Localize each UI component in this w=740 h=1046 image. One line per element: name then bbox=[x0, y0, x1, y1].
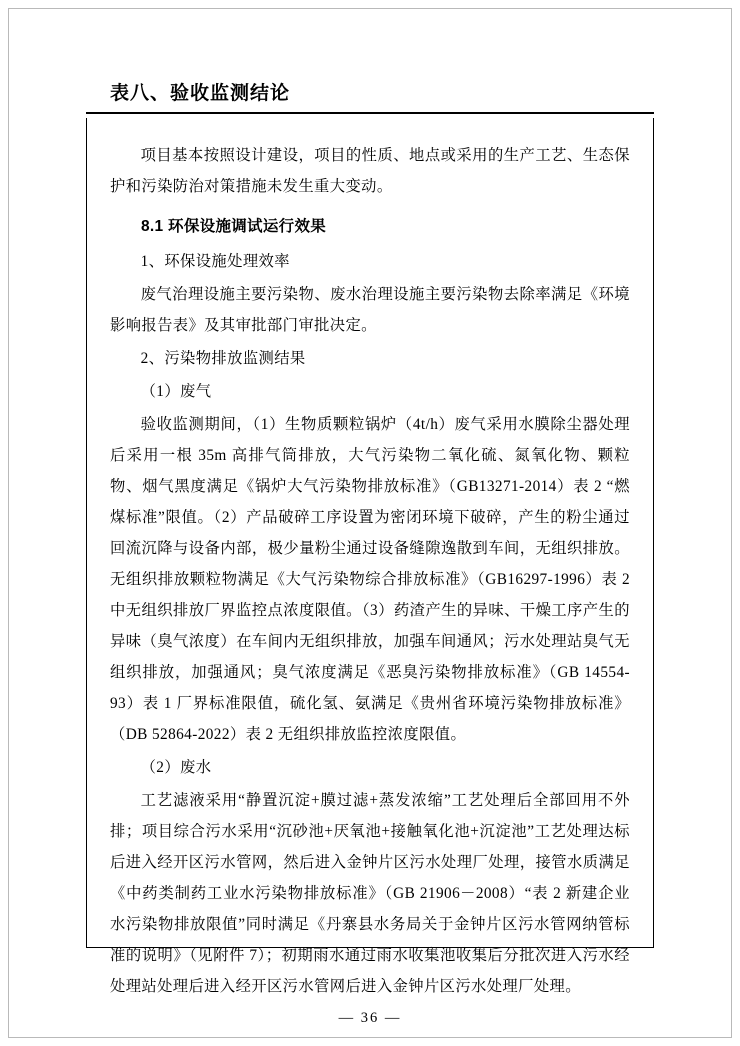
paragraph: 验收监测期间，（1）生物质颗粒锅炉（4t/h）废气采用水膜除尘器处理后采用一根 35m 高排气筒排放，大气污染物二氧化硫、氮氧化物、颗粒物、烟气黑度满足《锅炉大气污染物排放标准》（GB13271-2014）表 2 “燃煤标准”限值。（2）产品破碎工序设置为密闭环境下破碎，产生的粉尘通过回流沉降与设备内部，极少量粉尘通过设备缝隙逸散到车间，无组织排放。无组织排放颗粒物满足《大气污染物综合排放标准》（GB16297-1996）表 2 中无组织排放厂界监控点浓度限值。（3）药渣产生的异味、干燥工序产生的异味（臭气浓度）在车间内无组织排放，加强车间通风；污水处理站臭气无组织排放，加强通风；臭气浓度满足《恶臭污染物排放标准》（GB 14554-93）表 1 厂界标准限值，硫化氢、氨满足《贵州省环境污染物排放标准》（DB 52864-2022）表 2 无组织排放监控浓度限值。 bbox=[110, 416, 630, 743]
paragraph: （1）废气 bbox=[140, 383, 212, 400]
paragraph: 2、污染物排放监测结果 bbox=[140, 350, 306, 367]
section-heading: 8.1 环保设施调试运行效果 bbox=[141, 218, 327, 235]
document-body bbox=[110, 140, 630, 1004]
paragraph: 工艺滤液采用“静置沉淀+膜过滤+蒸发浓缩”工艺处理后全部回用不外排；项目综合污水采用“沉砂池+厌氧池+接触氧化池+沉淀池”工艺处理达标后进入经开区污水管网，然后进入金钟片区污水处理厂处理，接管水质满足《中药类制药工业水污染物排放标准》（GB 21906－2008）“表 2 新建企业水污染物排放限值”同时满足《丹寨县水务局关于金钟片区污水管网纳管标准的说明》（见附件 7）；初期雨水通过雨水收集池收集后分批次进入污水经处理站处理后进入经开区污水管网后进入金钟片区污水处理厂处理。 bbox=[110, 792, 630, 995]
page-number: — 36 — bbox=[338, 1010, 402, 1026]
paragraph: 废气治理设施主要污染物、废水治理设施主要污染物去除率满足《环境影响报告表》及其审批部门审批决定。 bbox=[110, 286, 630, 334]
page-title: 表八、验收监测结论 bbox=[110, 83, 291, 104]
paragraph: 项目基本按照设计建设，项目的性质、地点或采用的生产工艺、生态保护和污染防治对策措施未发生重大变动。 bbox=[110, 147, 630, 195]
paragraph: 1、环保设施处理效率 bbox=[140, 253, 290, 270]
title-divider bbox=[86, 112, 654, 114]
paragraph: （2）废水 bbox=[140, 759, 212, 776]
